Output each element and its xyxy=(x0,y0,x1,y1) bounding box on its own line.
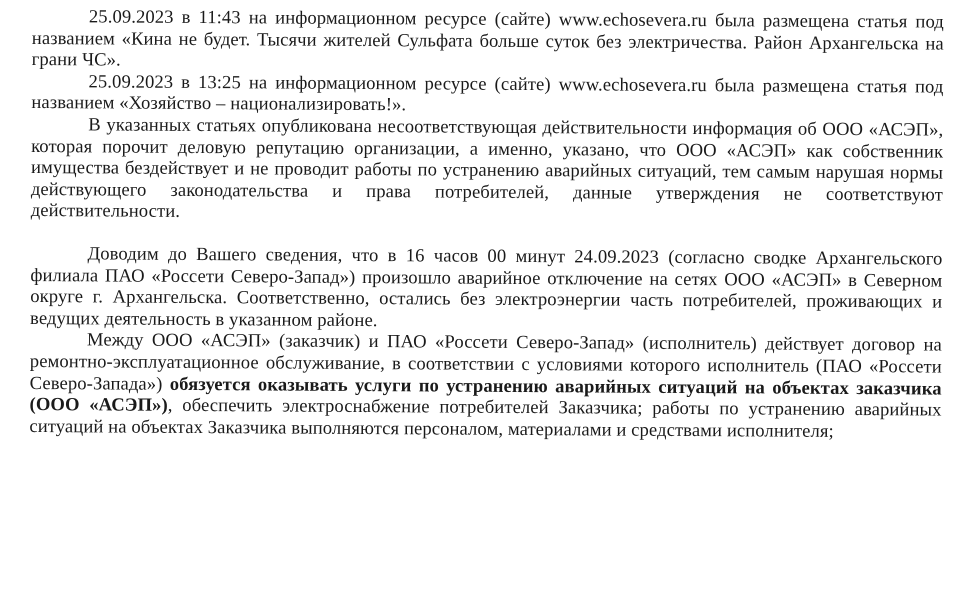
paragraph-outage-notice: Доводим до Вашего сведения, что в 16 часов 00 минут 24.09.2023 (согласно сводке Архангельского филиала ПАО «Россети Северо-Запад») произошло аварийное отключение на сетях ООО «АСЭП» в Северном округе г. Архангельска. Соответственно, остались без электроэнергии часть потребителей, проживающих и ведущих деятельность в указанном районе. xyxy=(30,243,943,331)
paragraph-article-2: 25.09.2023 в 13:25 на информационном ресурсе (сайте) www.echosevera.ru была размещена статья под названием «Хозяйство – национализировать!». xyxy=(31,71,944,116)
contract-obligation-bold: обязуется оказывать услуги по устранению аварийных ситуаций на объектах заказчика (ООО «АСЭП») xyxy=(29,373,942,416)
contract-text-start: Между ООО «АСЭП» (заказчик) и ПАО «Россети Северо-Запад» (исполнитель) действует договор на ремонтно-эксплуатационное обслуживание, в соответствии с условиями которого исполнитель (ПАО «Россети Северо-Запада») xyxy=(29,329,943,395)
contract-text-end: , обеспечить электроснабжение потребителей Заказчика; работы по устранению аварийных ситуаций на объектах Заказчика выполняются персоналом, материалами и средствами исполнителя; xyxy=(29,394,942,442)
paragraph-article-1: 25.09.2023 в 11:43 на информационном ресурсе (сайте) www.echosevera.ru была размещена статья под названием «Кина не будет. Тысячи жителей Сульфата больше суток без электричества. Район Архангельска на грани ЧС». xyxy=(31,6,944,71)
paragraph-false-information: В указанных статьях опубликована несоответствующая действительности информация об ООО «АСЭП», которая порочит деловую репутацию организации, а именно, указано, что ООО «АСЭП» как собственник имущества бездействует и не проводит работы по устранению аварийных ситуаций, тем самым нарушая нормы действующего законодательства и права потребителей, данные утверждения не соответствуют действительности. xyxy=(30,114,944,223)
document-page xyxy=(29,6,944,443)
paragraph-contract xyxy=(29,329,942,443)
